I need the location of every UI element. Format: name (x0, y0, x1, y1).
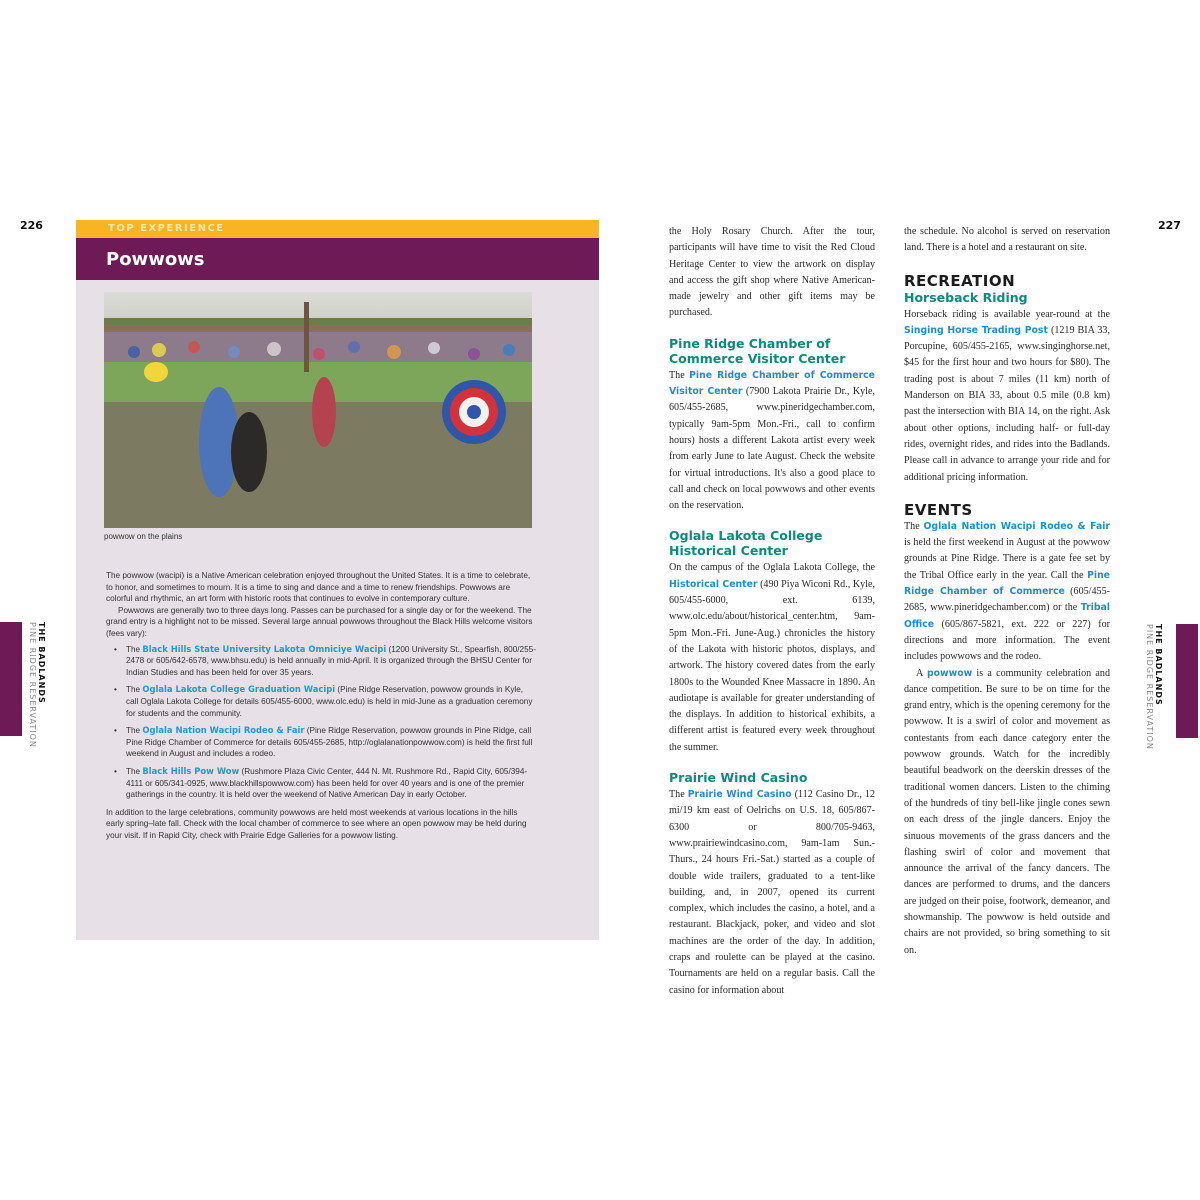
text-column-2 (904, 224, 1110, 959)
rodeo-fair-link[interactable]: Oglala Nation Wacipi Rodeo & Fair (923, 520, 1110, 532)
text: is held the first weekend in August at the powwow grounds at Pine Ridge. There is a gate fee set by the Tribal Office early in the year. Call the (904, 537, 1110, 581)
text: The (904, 520, 924, 532)
tribal-office-link[interactable]: Tribal Office (904, 602, 1110, 630)
powwow-photo-illustration (104, 292, 532, 528)
photo-caption: powwow on the plains (104, 532, 183, 541)
sidebar-title: Powwows (76, 238, 599, 280)
continued-paragraph: the schedule. No alcohol is served on reservation land. There is a hotel and a restaurant on site. (904, 226, 1110, 254)
text: On the campus of the Oglala Lakota College, the (669, 562, 875, 574)
text: (605/455-2685, www.pineridgechamber.com) or the (904, 586, 1110, 614)
text: (490 Piya Wiconi Rd., Kyle, 605/455-6000, ext. 6139, www.olc.edu/about/historical_center.htm, 9am-5pm Mon.-Fri. June-Aug.) chronicles the history of the Lakota with historic photos, displays, and artwork. The history covered dates from the early 1800s to the Wounded Knee Massacre in 1890. An audiotape is available for greater understanding of the displays. In addition to historical exhibits, a different artist is featured every week throughout the summer. (669, 578, 875, 753)
text: (7900 Lakota Prairie Dr., Kyle, 605/455-2685, www.pineridgechamber.com, typically 9am-5pm Mon.-Fri., call to confirm hours) hosts a different Lakota artist every week from early June to late August. Check the website for virtual introductions. It's also a good place to call and check on local powwows and other events on the reservation. (669, 386, 875, 512)
heading-chamber-visitor-center: Pine Ridge Chamber of Commerce Visitor Center (669, 335, 846, 366)
sidebar-intro-2: Powwows are generally two to three days long. Passes can be purchased for a single day or for the weekend. The grand entry is a highlight not to be missed. Several large annual powwows throughout the Black Hills welcome visitors (fees vary): (106, 605, 533, 638)
casino-link[interactable]: Prairie Wind Casino (687, 789, 792, 801)
powwow-link[interactable]: powwow (926, 667, 973, 679)
paragraph (669, 368, 875, 515)
item-pre: The (126, 644, 143, 654)
chapter-tab-left (0, 622, 22, 736)
text: The (669, 789, 688, 801)
chapter-name: THE BADLANDS (1154, 624, 1163, 706)
item-pre: The (126, 685, 143, 695)
sidebar-kicker: TOP EXPERIENCE (76, 220, 599, 238)
sidebar-body (106, 570, 536, 841)
paragraph (904, 666, 1110, 959)
powwow-list-item (118, 766, 536, 801)
heading-historical-center: Oglala Lakota College Historical Center (669, 528, 823, 559)
text: is a community celebration and dance competition. Be sure to be on time for the grand entry, which is the opening ceremony for the powwow. It is a swirl of color and movement as contestants from each dance category enter the powwow grounds. Watch for the incredibly beautiful beadwork on the deerskin dresses of the traditional women dancers. Listen to the chiming of the hundreds of tiny bell-like jingle cones sewn on each dress of the jingle dancers. Enjoy the sinuous movements of the grass dancers and the flashing swirl of color and movement that announce the arrival of the fancy dancers. The dances are performed to drums, and the dancers are judged on their poise, footwork, demeanor, and showmanship. The powwow is held outside and chairs are not provided, so bring something to sit on. (904, 667, 1110, 956)
paragraph (669, 560, 875, 756)
text: (605/867-5821, ext. 222 or 227) for directions and more information. The event includes powwows and the rodeo. (904, 618, 1110, 663)
text: (112 Casino Dr., 12 mi/19 km east of Oelrichs on U.S. 18, 605/867-6300 or 800/705-9463, www.prairiewindcasino.com, 9am-1am Sun.-Thurs., 24 hours Fri.-Sat.) started as a couple of double wide trailers, graduated to a tent-like building, and, in 2007, opened its current complex, which includes the casino, a hotel, and a restaurant. Blackjack, poker, and video and slot machines are the order of the day. In addition, craps and roulette can be played at the casino. Tournaments are held on a regular basis. Call the casino for information about (669, 789, 876, 996)
top-experience-sidebar (76, 220, 599, 940)
page-number-left: 226 (20, 219, 43, 232)
heading-prairie-wind-casino: Prairie Wind Casino (669, 770, 808, 786)
text: A (916, 667, 927, 679)
text: The (669, 369, 690, 381)
historical-center-link[interactable]: Historical Center (669, 578, 758, 590)
continued-paragraph: the Holy Rosary Church. After the tour, participants will have time to visit the Red Cloud Heritage Center to view the artwork on display and access the gift shop where Native American-made jewelry and other gift items may be purchased. (669, 226, 875, 319)
page-number-right: 227 (1158, 219, 1181, 232)
section-name: PINE RIDGE RESERVATION (1145, 624, 1154, 750)
paragraph (904, 307, 1110, 486)
chamber-link[interactable]: Pine Ridge Chamber of Commerce Visitor Center (669, 369, 875, 398)
powwow-link[interactable]: Oglala Nation Wacipi Rodeo & Fair (142, 725, 305, 736)
chapter-name: THE BADLANDS (37, 622, 46, 704)
item-pre: The (126, 766, 143, 776)
text: (1219 BIA 33, Porcupine, 605/455-2165, www.singinghorse.net, $45 for the first hour and two hours for $80). The trading post is about 7 miles (11 km) north of Manderson on BIA 33, about 0.5 mile (0.8 km) past the intersection with BIA 14, on the right. Ask about other options, including half- or full-day rides, overnight rides, and rides into the Badlands. Please call in advance to arrange your ride and for additional pricing information. (904, 324, 1111, 483)
powwow-list (106, 644, 536, 801)
powwow-link[interactable]: Black Hills Pow Wow (142, 765, 240, 776)
running-head-right (1145, 624, 1163, 750)
text-column-1 (669, 224, 875, 999)
item-details: (Rushmore Plaza Civic Center, 444 N. Mt. Rushmore Rd., Rapid City, 605/394-4111 or 605/341-0925, www.blackhillspowwow.com) has been held for over 40 years and is one of the premier gatherings in the country. It is held over the weekend of Native American Day in early October. (126, 766, 528, 800)
powwow-list-item (118, 684, 536, 719)
item-details: (1200 University St., Spearfish, 800/255-2478 or 605/642-6578, www.bhsu.edu) is held annually in mid-April. It is organized through the BHSU Center for Indian Studies and has been held for over 35 years. (126, 644, 536, 677)
paragraph (669, 787, 875, 999)
powwow-list-item (118, 725, 536, 760)
item-details: (Pine Ridge Reservation, powwow grounds in Kyle, call Oglala Lakota College for details 605/455-6000, www.olc.edu) is held in mid-June as a graduation ceremony for students and the community. (126, 685, 533, 718)
heading-recreation: RECREATION (904, 271, 1016, 290)
text: Horseback riding is available year-round at the (904, 308, 1110, 320)
powwow-link[interactable]: Black Hills State University Lakota Omniciye Wacipi (142, 643, 387, 654)
chapter-tab-right (1176, 624, 1198, 738)
powwow-list-item (118, 644, 536, 679)
powwow-link[interactable]: Oglala Lakota College Graduation Wacipi (142, 684, 336, 695)
heading-horseback-riding: Horseback Riding (904, 289, 1028, 305)
paragraph (904, 519, 1110, 666)
item-details: (Pine Ridge Reservation, powwow grounds in Pine Ridge, call Pine Ridge Chamber of Commerce for details 605/455-2685, http://oglalanationpowwow.com) is held the first full weekend in August and includes a rodeo. (126, 726, 533, 759)
item-pre: The (126, 726, 143, 736)
sidebar-outro: In addition to the large celebrations, community powwows are held most weekends at various locations in the hills early spring–late fall. Check with the local chamber of commerce to see where an open powwow may be held during your visit. If in Rapid City, check with Prairie Edge Galleries for a powwow listing. (106, 807, 527, 840)
section-name: PINE RIDGE RESERVATION (28, 622, 37, 748)
running-head-left (28, 622, 46, 748)
trading-post-link[interactable]: Singing Horse Trading Post (904, 324, 1048, 336)
sidebar-intro: The powwow (wacipi) is a Native American celebration enjoyed throughout the United States. It is a time to celebrate, to honor, and sometimes to mourn. It is a time to sing and dance and a time to renew friendships. Powwows are colorful and rhythmic, an art form with historic roots that continues to evolve in contemporary culture. (106, 571, 531, 604)
powwow-photo (104, 292, 532, 528)
heading-events: EVENTS (904, 500, 973, 519)
chamber-link[interactable]: Pine Ridge Chamber of Commerce (904, 569, 1110, 598)
